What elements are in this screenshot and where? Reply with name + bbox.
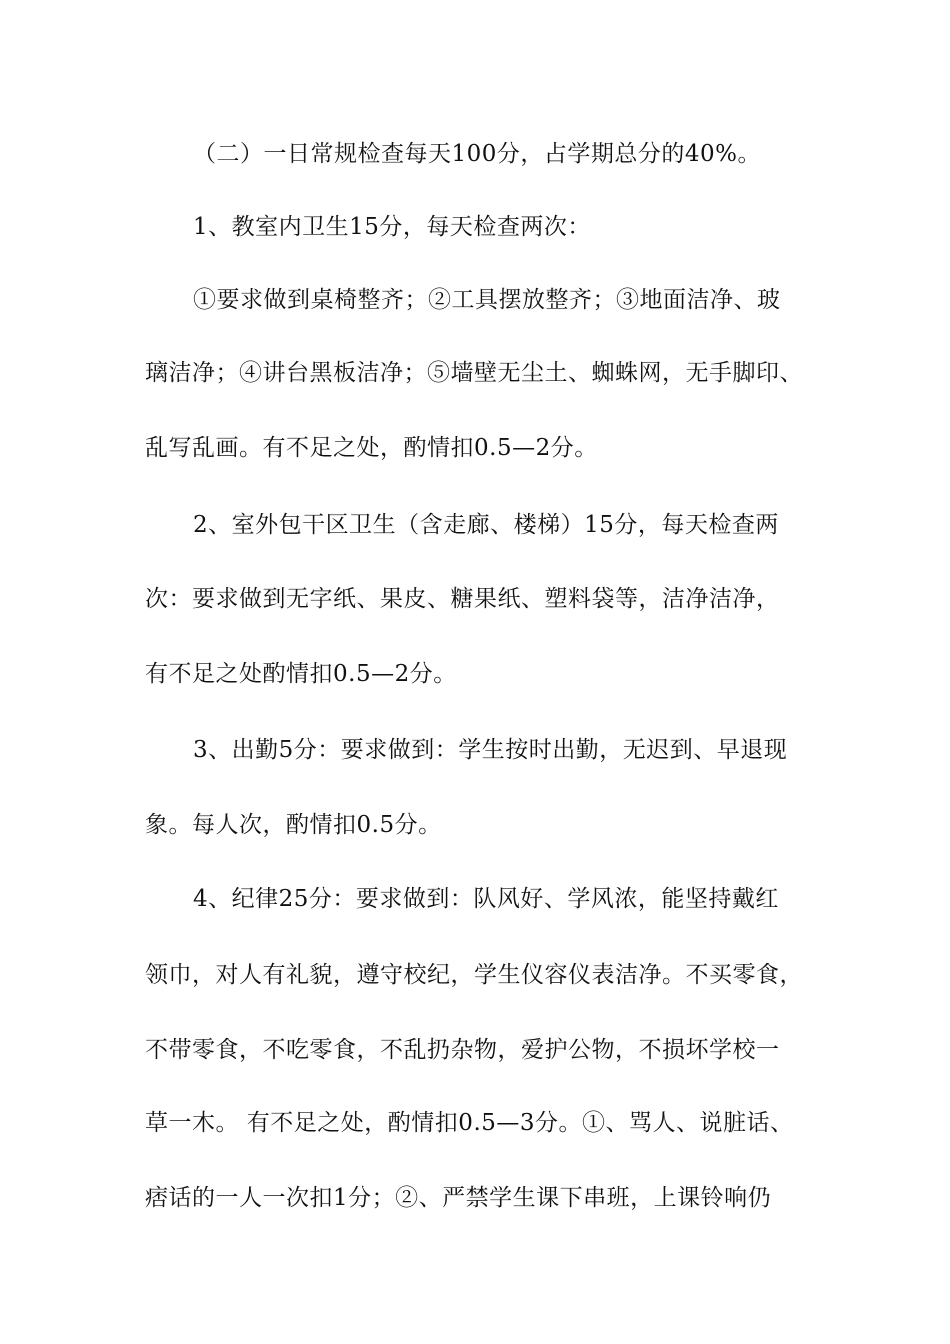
paragraph-line: 3、出勤5分：要求做到：学生按时出勤，无迟到、早退现: [193, 737, 788, 763]
paragraph-line: 2、室外包干区卫生（含走廊、楼梯）15分，每天检查两: [193, 512, 779, 538]
paragraph-line: ①要求做到桌椅整齐；②工具摆放整齐；③地面洁净、玻: [193, 287, 781, 313]
paragraph-line: 不带零食，不吃零食，不乱扔杂物，爱护公物，不损坏学校一: [145, 1037, 780, 1063]
section-heading: （二）一日常规检查每天100分，占学期总分的40%。: [193, 141, 762, 167]
paragraph-line: 痞话的一人一次扣1分；②、严禁学生课下串班，上课铃响仍: [145, 1185, 772, 1211]
paragraph-line: 次：要求做到无字纸、果皮、糖果纸、塑料袋等，洁净洁净，: [145, 586, 780, 612]
paragraph-line: 草一木。 有不足之处，酌情扣0.5—3分。①、骂人、说脏话、: [145, 1110, 794, 1136]
paragraph-line: 1、教室内卫生15分，每天检查两次：: [193, 214, 591, 240]
paragraph-line: 有不足之处酌情扣0.5—2分。: [145, 661, 457, 687]
paragraph-line: 领巾，对人有礼貌，遵守校纪，学生仪容仪表洁净。不买零食，: [145, 962, 803, 988]
paragraph-line: 璃洁净；④讲台黑板洁净；⑤墙壁无尘土、蜘蛛网，无手脚印、: [145, 360, 803, 386]
paragraph-line: 象。每人次，酌情扣0.5分。: [145, 812, 442, 838]
paragraph-line: 4、纪律25分：要求做到：队风好、学风浓，能坚持戴红: [193, 886, 779, 912]
paragraph-line: 乱写乱画。有不足之处，酌情扣0.5—2分。: [145, 435, 598, 461]
